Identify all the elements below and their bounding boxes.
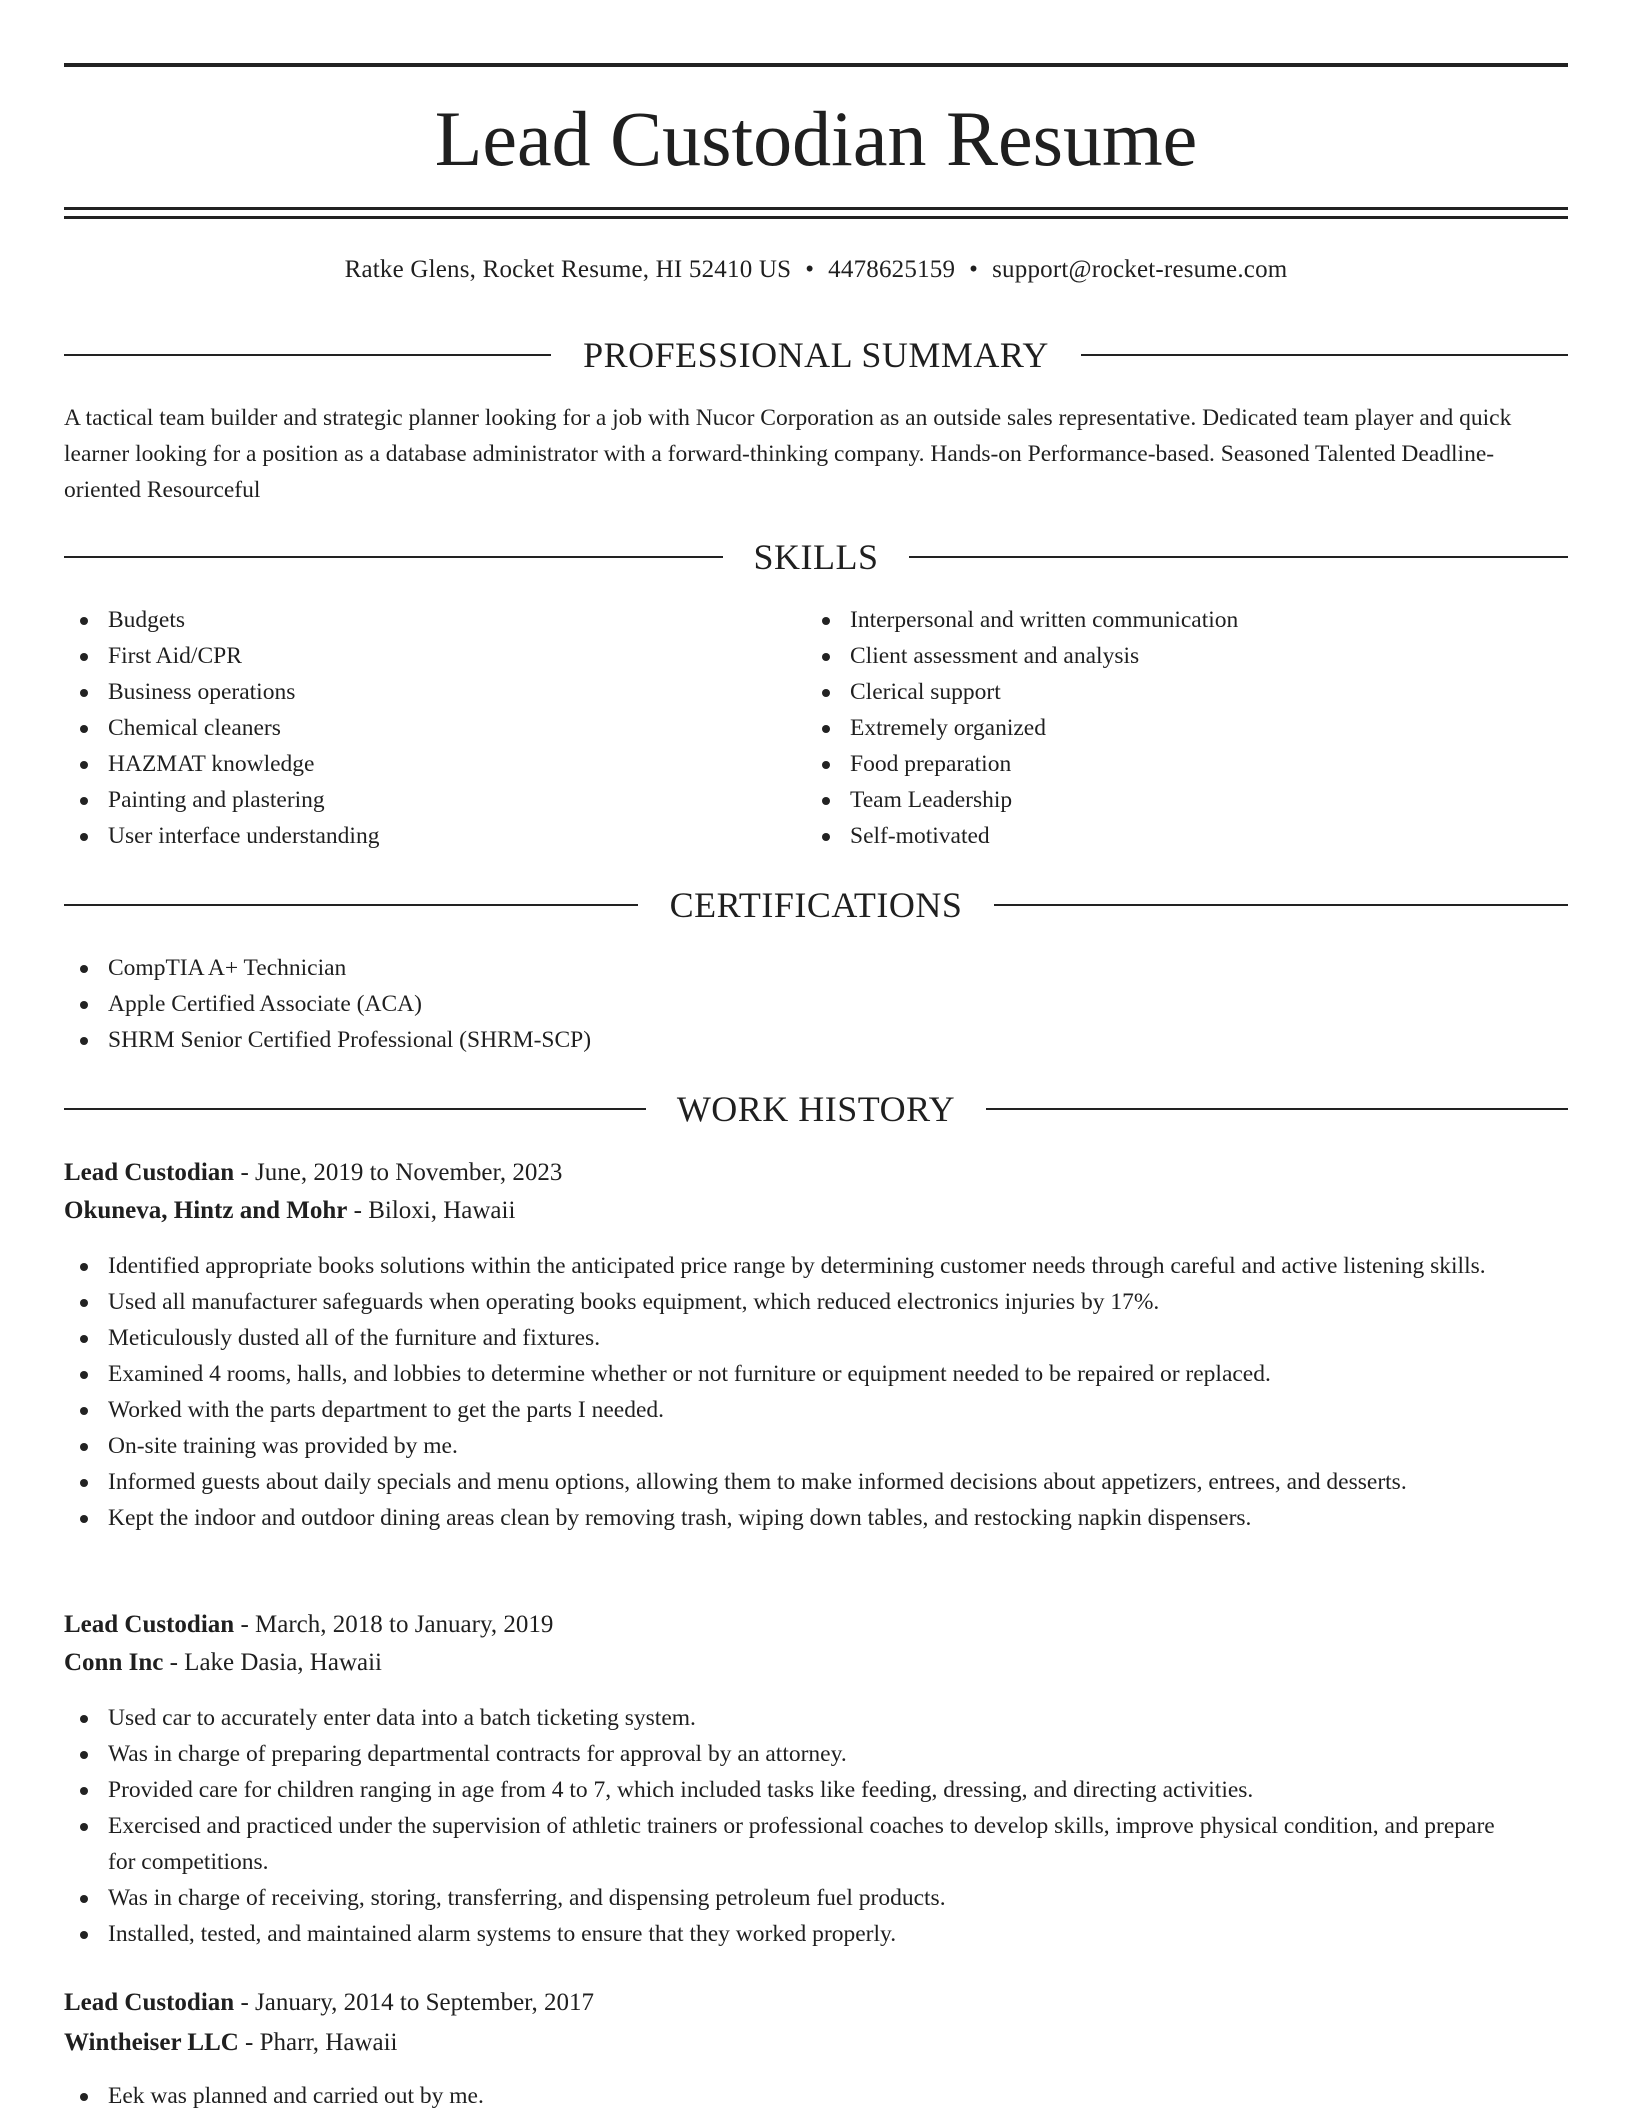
job-title-line (64, 1606, 1568, 1644)
list-item: Client assessment and analysis (806, 638, 1568, 674)
header-bottom-rule (64, 207, 1568, 210)
heading-rule-right (986, 1108, 1568, 1110)
list-item: Interpersonal and written communication (806, 602, 1568, 638)
list-item: Examined 4 rooms, halls, and lobbies to determine whether or not furniture or equipment needed to be repaired or replaced. (64, 1356, 1524, 1392)
list-item: Was in charge of receiving, storing, transferring, and dispensing petroleum fuel products. (64, 1880, 1524, 1916)
contact-line (64, 252, 1568, 288)
section-title: SKILLS (753, 537, 879, 577)
section-heading-skills (64, 534, 1568, 580)
job-bullet-list (64, 1248, 1524, 1536)
list-item: Eek was planned and carried out by me. (64, 2078, 1524, 2114)
list-item: Team Leadership (806, 782, 1568, 818)
job-company: Wintheiser LLC (64, 2029, 239, 2056)
header-top-rule (64, 63, 1568, 67)
heading-rule-right (1081, 354, 1568, 356)
contact-address: Ratke Glens, Rocket Resume, HI 52410 US (344, 256, 792, 283)
job-bullet-list (64, 2078, 1524, 2114)
list-item: Extremely organized (806, 710, 1568, 746)
section-title: CERTIFICATIONS (669, 885, 963, 925)
list-item: HAZMAT knowledge (64, 746, 804, 782)
job-title-line (64, 1984, 1568, 2022)
job-title: Lead Custodian (64, 1611, 235, 1638)
page-title: Lead Custodian Resume (434, 95, 1198, 182)
job-location: - Pharr, Hawaii (238, 2029, 398, 2056)
job-location: - Biloxi, Hawaii (347, 1197, 516, 1224)
contact-separator: • (969, 256, 979, 283)
list-item: Informed guests about daily specials and menu options, allowing them to make informed decisions about appetizers, entrees, and desserts. (64, 1464, 1524, 1500)
list-item: SHRM Senior Certified Professional (SHRM-SCP) (64, 1022, 1568, 1058)
list-item: Provided care for children ranging in age from 4 to 7, which included tasks like feeding, dressing, and directing activities. (64, 1772, 1524, 1808)
list-item: On-site training was provided by me. (64, 1428, 1524, 1464)
list-item: Painting and plastering (64, 782, 804, 818)
list-item: Chemical cleaners (64, 710, 804, 746)
list-item: User interface understanding (64, 818, 804, 854)
contact-email: support@rocket-resume.com (992, 256, 1288, 283)
list-item: Apple Certified Associate (ACA) (64, 986, 1568, 1022)
heading-rule-right (909, 556, 1568, 558)
list-item: Used car to accurately enter data into a batch ticketing system. (64, 1700, 1524, 1736)
section-heading-certifications (64, 882, 1568, 928)
list-item: Used all manufacturer safeguards when operating books equipment, which reduced electronics injuries by 17%. (64, 1284, 1524, 1320)
summary-text: A tactical team builder and strategic planner looking for a job with Nucor Corporation as an outside sales representative. Dedicated team player and quick learner looking for a position as a database administrator with a forward-thinking company. Hands-on Performance-based. Seasoned Talented Deadline-oriented Resourceful (64, 405, 1512, 503)
list-item: Meticulously dusted all of the furniture and fixtures. (64, 1320, 1524, 1356)
list-item: First Aid/CPR (64, 638, 804, 674)
header-bottom-rule-2 (64, 216, 1568, 219)
job-company-line (64, 1192, 1568, 1230)
list-item: Clerical support (806, 674, 1568, 710)
job-company-line (64, 1644, 1568, 1682)
job-dates: - March, 2018 to January, 2019 (234, 1611, 554, 1638)
list-item: Worked with the parts department to get the parts I needed. (64, 1392, 1524, 1428)
list-item: Self-motivated (806, 818, 1568, 854)
section-heading-work-history (64, 1086, 1568, 1132)
list-item: Exercised and practiced under the supervision of athletic trainers or professional coaches to develop skills, improve physical condition, and prepare for competitions. (64, 1808, 1524, 1880)
list-item: Food preparation (806, 746, 1568, 782)
heading-rule-right (994, 904, 1568, 906)
job-company: Conn Inc (64, 1649, 164, 1676)
section-title: WORK HISTORY (676, 1089, 956, 1129)
contact-phone: 4478625159 (828, 256, 956, 283)
list-item: Was in charge of preparing departmental contracts for approval by an attorney. (64, 1736, 1524, 1772)
list-item: Business operations (64, 674, 804, 710)
list-item: Budgets (64, 602, 804, 638)
section-heading-summary (64, 332, 1568, 378)
job-dates: - January, 2014 to September, 2017 (234, 1989, 595, 2016)
list-item: Kept the indoor and outdoor dining areas clean by removing trash, wiping down tables, and restocking napkin dispensers. (64, 1500, 1524, 1536)
skills-list-right (806, 602, 1568, 854)
job-dates: - June, 2019 to November, 2023 (234, 1159, 563, 1186)
certifications-list (64, 950, 1568, 1058)
skills-list-left (64, 602, 804, 854)
job-location: - Lake Dasia, Hawaii (163, 1649, 382, 1676)
section-title: PROFESSIONAL SUMMARY (583, 335, 1049, 375)
job-title: Lead Custodian (64, 1989, 235, 2016)
list-item: CompTIA A+ Technician (64, 950, 1568, 986)
job-title-line (64, 1154, 1568, 1192)
job-title: Lead Custodian (64, 1159, 235, 1186)
list-item: Identified appropriate books solutions within the anticipated price range by determining customer needs through careful and active listening skills. (64, 1248, 1524, 1284)
job-company: Okuneva, Hintz and Mohr (64, 1197, 348, 1224)
contact-separator: • (805, 256, 815, 283)
job-company-line (64, 2024, 1568, 2062)
list-item: Installed, tested, and maintained alarm systems to ensure that they worked properly. (64, 1916, 1524, 1952)
job-bullet-list (64, 1700, 1524, 1952)
